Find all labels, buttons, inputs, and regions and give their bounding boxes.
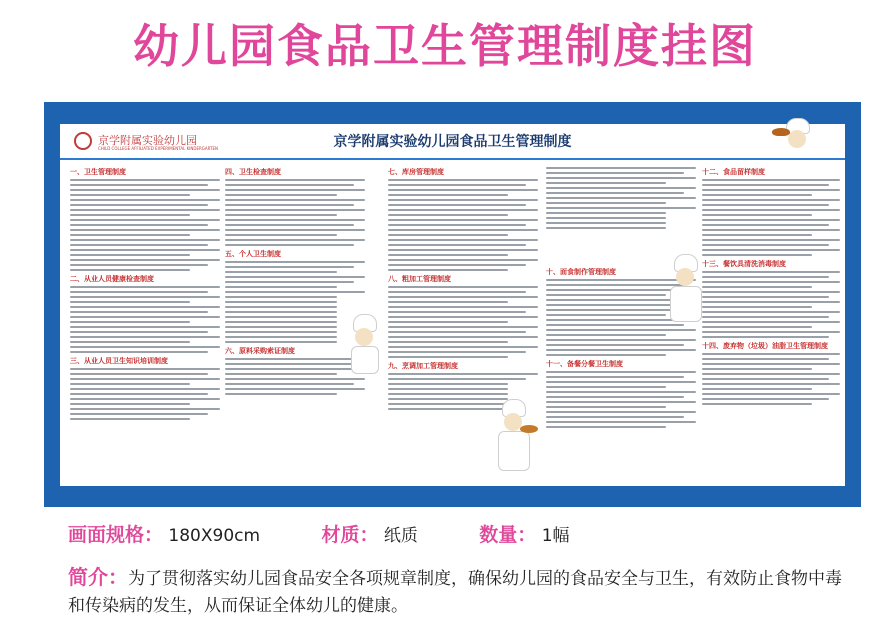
text-line	[225, 239, 365, 241]
rules-column-5	[702, 164, 840, 482]
chef-illustration-icon	[345, 314, 385, 374]
text-line	[225, 326, 337, 328]
text-line	[388, 269, 508, 271]
page-title: 幼儿园食品卫生管理制度挂图	[133, 19, 757, 73]
text-line	[70, 189, 220, 191]
text-line	[702, 311, 840, 313]
text-line	[225, 194, 337, 196]
text-line	[702, 368, 812, 370]
text-line	[70, 368, 220, 370]
text-line	[702, 271, 840, 273]
text-line	[225, 378, 365, 380]
text-line	[546, 386, 666, 388]
text-line	[388, 199, 538, 201]
text-line	[546, 167, 696, 169]
text-line	[388, 326, 538, 328]
rules-columns	[70, 164, 840, 482]
text-line	[546, 212, 666, 214]
section-heading: 八、粗加工管理制度	[388, 275, 451, 283]
text-line	[70, 259, 220, 261]
text-line	[70, 204, 208, 206]
text-line	[702, 336, 829, 338]
text-line	[702, 378, 829, 380]
intro-label: 简介：	[68, 565, 128, 589]
text-line	[225, 291, 365, 293]
text-line	[388, 393, 508, 395]
text-line	[546, 217, 666, 219]
text-line	[702, 393, 840, 395]
text-line	[225, 373, 337, 375]
text-line	[70, 209, 220, 211]
text-line	[70, 393, 208, 395]
text-line	[388, 239, 538, 241]
text-line	[70, 316, 220, 318]
text-line	[225, 311, 337, 313]
text-line	[70, 296, 220, 298]
text-line	[70, 254, 190, 256]
text-line	[388, 209, 538, 211]
text-line	[70, 306, 220, 308]
text-line	[388, 179, 538, 181]
text-line	[546, 349, 696, 351]
text-line	[702, 214, 812, 216]
size-value: 180X90cm	[168, 526, 261, 546]
text-line	[388, 249, 538, 251]
text-line	[225, 281, 354, 283]
section-heading: 五、个人卫生制度	[225, 250, 281, 258]
text-line	[388, 301, 508, 303]
text-line	[702, 184, 829, 186]
text-line	[70, 321, 190, 323]
school-logo-subtext: CHILD COLLEGE AFFILIATED EXPERIMENTAL KINDERGARTEN	[98, 146, 219, 151]
text-line	[225, 234, 337, 236]
text-line	[702, 363, 840, 365]
text-line	[546, 376, 684, 378]
text-line	[70, 219, 220, 221]
text-line	[70, 179, 220, 181]
text-line	[702, 239, 840, 241]
text-line	[546, 426, 666, 428]
text-line	[702, 301, 840, 303]
text-line	[388, 254, 508, 256]
text-line	[702, 199, 840, 201]
text-line	[70, 184, 208, 186]
text-line	[388, 219, 538, 221]
product-info-row	[68, 520, 570, 547]
text-line	[546, 354, 666, 356]
text-line	[70, 388, 220, 390]
text-line	[388, 194, 508, 196]
text-line	[225, 229, 365, 231]
text-line	[225, 336, 337, 338]
text-line	[70, 418, 190, 420]
section-heading: 十三、餐饮具清洗消毒制度	[702, 260, 786, 268]
text-line	[702, 276, 829, 278]
text-line	[225, 316, 337, 318]
text-line	[702, 219, 840, 221]
text-line	[388, 388, 508, 390]
text-line	[388, 356, 508, 358]
text-line	[702, 281, 840, 283]
text-line	[388, 316, 538, 318]
text-line	[225, 219, 365, 221]
text-line	[546, 227, 666, 229]
text-line	[70, 351, 208, 353]
text-line	[546, 416, 684, 418]
text-line	[702, 296, 829, 298]
text-line	[70, 239, 220, 241]
text-line	[702, 331, 840, 333]
text-line	[225, 388, 365, 390]
text-line	[702, 189, 840, 191]
text-line	[388, 286, 538, 288]
rules-column-1	[70, 164, 220, 482]
text-line	[546, 329, 696, 331]
text-line	[546, 197, 696, 199]
material-label: 材质：	[321, 524, 379, 546]
text-line	[70, 224, 208, 226]
chef-illustration-icon	[772, 118, 824, 160]
section-heading: 七、库房管理制度	[388, 168, 444, 176]
section-heading: 六、原料采购索证制度	[225, 347, 295, 355]
text-line	[702, 234, 812, 236]
text-line	[388, 296, 538, 298]
section-heading: 四、卫生检查制度	[225, 168, 281, 176]
text-line	[225, 204, 354, 206]
text-line	[225, 363, 354, 365]
poster-title: 京学附属实验幼儿园食品卫生管理制度	[333, 134, 572, 150]
size-label: 画面规格：	[68, 524, 164, 546]
text-line	[546, 207, 696, 209]
text-line	[546, 182, 666, 184]
text-line	[702, 244, 829, 246]
text-line	[70, 378, 220, 380]
text-line	[702, 306, 812, 308]
text-line	[225, 214, 337, 216]
text-line	[546, 187, 696, 189]
text-line	[702, 286, 812, 288]
text-line	[702, 209, 840, 211]
text-line	[702, 194, 812, 196]
text-line	[225, 306, 337, 308]
product-intro	[68, 564, 858, 620]
text-line	[702, 229, 840, 231]
text-line	[702, 358, 829, 360]
section-heading: 十四、废弃物（垃圾）油脂卫生管理制度	[702, 342, 828, 350]
text-line	[546, 222, 666, 224]
text-line	[225, 383, 354, 385]
text-line	[70, 341, 190, 343]
text-line	[70, 403, 190, 405]
text-line	[702, 383, 840, 385]
text-line	[388, 331, 526, 333]
text-line	[70, 249, 220, 251]
section-heading: 十、面食制作管理制度	[546, 268, 616, 276]
text-line	[702, 291, 840, 293]
rules-column-2	[225, 164, 365, 482]
text-line	[70, 269, 190, 271]
intro-text: 为了贯彻落实幼儿园食品安全各项规章制度，确保幼儿园的食品安全与卫生，有效防止食物中毒和传染病的发生，从而保证全体幼儿的健康。	[68, 569, 842, 616]
text-line	[388, 378, 526, 380]
text-line	[225, 286, 337, 288]
text-line	[388, 234, 508, 236]
text-line	[546, 401, 696, 403]
text-line	[702, 204, 829, 206]
material-value: 纸质	[383, 526, 418, 546]
text-line	[546, 294, 666, 296]
text-line	[702, 254, 812, 256]
text-line	[70, 229, 220, 231]
text-line	[225, 224, 354, 226]
section-heading: 三、从业人员卫生知识培训制度	[70, 357, 168, 365]
text-line	[388, 383, 508, 385]
text-line	[225, 189, 365, 191]
text-line	[70, 301, 190, 303]
text-line	[388, 291, 526, 293]
text-line	[702, 249, 840, 251]
text-line	[546, 334, 666, 336]
text-line	[702, 316, 829, 318]
text-line	[388, 373, 538, 375]
text-line	[70, 286, 220, 288]
text-line	[388, 311, 526, 313]
quantity-value: 1幅	[541, 526, 570, 546]
text-line	[546, 344, 684, 346]
text-line	[388, 336, 538, 338]
text-line	[546, 406, 666, 408]
text-line	[225, 341, 337, 343]
text-line	[225, 331, 337, 333]
text-line	[702, 403, 812, 405]
text-line	[546, 381, 696, 383]
text-line	[546, 411, 696, 413]
text-line	[70, 244, 208, 246]
text-line	[388, 214, 508, 216]
section-heading: 十二、食品留样制度	[702, 168, 765, 176]
text-line	[388, 351, 526, 353]
text-line	[70, 346, 220, 348]
text-line	[70, 373, 208, 375]
text-line	[546, 371, 696, 373]
text-line	[225, 199, 365, 201]
poster-header	[60, 124, 845, 160]
text-line	[225, 296, 337, 298]
text-line	[388, 306, 538, 308]
text-line	[70, 264, 208, 266]
text-line	[546, 172, 684, 174]
text-line	[388, 341, 508, 343]
text-line	[70, 194, 190, 196]
text-line	[70, 234, 190, 236]
text-line	[546, 339, 696, 341]
text-line	[70, 199, 220, 201]
text-line	[388, 264, 526, 266]
section-heading: 二、从业人员健康检查制度	[70, 275, 154, 283]
text-line	[546, 192, 684, 194]
text-line	[388, 321, 508, 323]
text-line	[702, 353, 840, 355]
text-line	[225, 393, 337, 395]
text-line	[225, 301, 337, 303]
text-line	[225, 179, 365, 181]
text-line	[225, 368, 365, 370]
text-line	[70, 398, 220, 400]
text-line	[546, 177, 696, 179]
text-line	[388, 346, 538, 348]
text-line	[702, 388, 812, 390]
text-line	[702, 321, 840, 323]
text-line	[225, 209, 365, 211]
text-line	[388, 189, 538, 191]
chef-illustration-icon	[488, 399, 538, 474]
section-heading: 十一、备餐分餐卫生制度	[546, 360, 623, 368]
text-line	[225, 276, 365, 278]
text-line	[70, 214, 190, 216]
text-line	[70, 383, 190, 385]
poster-board	[44, 102, 861, 507]
school-logo-text: 京学附属实验幼儿园	[98, 134, 197, 147]
section-heading: 一、卫生管理制度	[70, 168, 126, 176]
quantity-label: 数量：	[479, 524, 537, 546]
text-line	[225, 271, 337, 273]
text-line	[702, 373, 840, 375]
text-line	[70, 336, 220, 338]
text-line	[546, 421, 696, 423]
section-heading: 九、烹调加工管理制度	[388, 362, 458, 370]
poster-content	[60, 124, 845, 486]
text-line	[70, 408, 220, 410]
text-line	[70, 326, 220, 328]
text-line	[388, 184, 526, 186]
text-line	[702, 224, 829, 226]
text-line	[546, 202, 666, 204]
text-line	[702, 398, 829, 400]
text-line	[388, 224, 526, 226]
text-line	[70, 413, 208, 415]
text-line	[70, 331, 208, 333]
text-line	[388, 259, 538, 261]
text-line	[702, 179, 840, 181]
text-line	[70, 291, 208, 293]
text-line	[546, 396, 684, 398]
text-line	[388, 244, 526, 246]
text-line	[546, 324, 684, 326]
text-line	[702, 326, 812, 328]
text-line	[225, 321, 337, 323]
text-line	[546, 391, 696, 393]
text-line	[70, 311, 208, 313]
text-line	[225, 244, 354, 246]
text-line	[225, 358, 365, 360]
text-line	[388, 204, 526, 206]
text-line	[388, 229, 538, 231]
text-line	[225, 261, 365, 263]
text-line	[546, 314, 666, 316]
text-line	[225, 184, 354, 186]
text-line	[225, 266, 354, 268]
